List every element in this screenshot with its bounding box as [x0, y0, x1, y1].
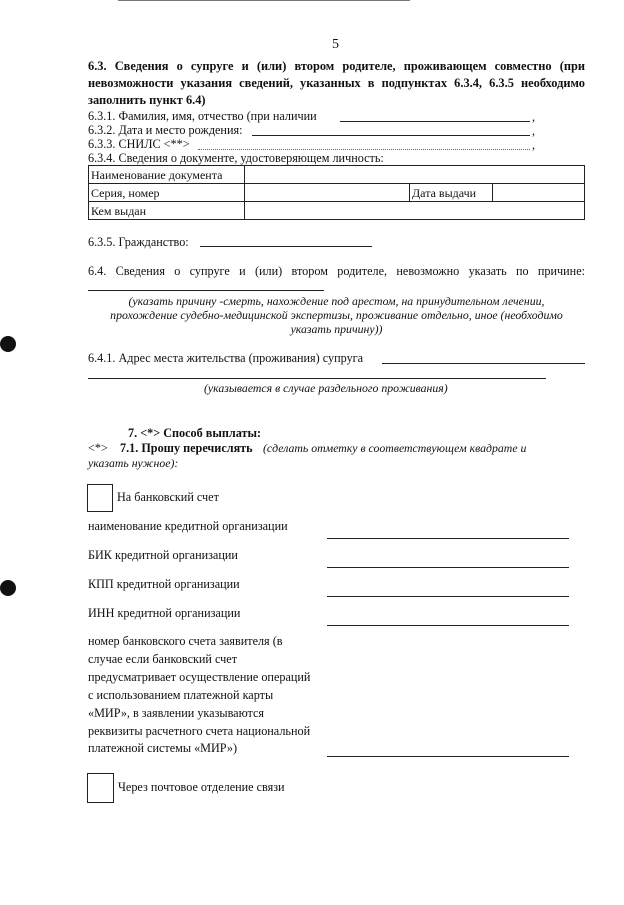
- binder-hole-bottom: [0, 580, 16, 596]
- reason-hint-line2: прохождение судебно-медицинской экспертизы, проживание отдельно, иное (необходимо: [110, 308, 563, 322]
- account-label-line7: платежной системы «МИР»): [88, 741, 238, 755]
- birth-label: 6.3.2. Дата и место рождения:: [88, 123, 243, 137]
- section-6-4-title: 6.4. Сведения о супруге и (или) втором родителе, невозможно указать по причине:: [88, 264, 585, 278]
- fio-input-line[interactable]: [340, 121, 530, 122]
- citizenship-label: 6.3.5. Гражданство:: [88, 235, 189, 249]
- section-6-3-title-line3: заполнить пункт 6.4): [88, 93, 206, 107]
- birth-input-line[interactable]: [252, 135, 530, 136]
- citizenship-input-line[interactable]: [200, 246, 372, 247]
- section-7-1-request: 7.1. Прошу перечислять: [120, 441, 253, 455]
- issue-date-cell[interactable]: [493, 184, 585, 202]
- section-6-3-title-line2: невозможности указания сведений, указанных в подпунктах 6.3.4, 6.3.5 необходимо: [88, 76, 585, 90]
- reason-input-line[interactable]: [88, 290, 324, 291]
- snils-input-line[interactable]: [198, 149, 530, 150]
- page-number: 5: [332, 37, 339, 52]
- kpp-input-line[interactable]: [327, 596, 569, 597]
- section-7-1-hint-line2: указать нужное):: [88, 456, 179, 470]
- account-label-line3: предусматривает осуществление операций: [88, 670, 311, 684]
- issued-by-cell[interactable]: [245, 202, 585, 220]
- reason-hint-line3: указать причину)): [290, 322, 383, 336]
- account-input-line[interactable]: [327, 756, 569, 757]
- section-7-1-hint-line1: (сделать отметку в соответствующем квадрате и: [263, 441, 527, 455]
- birth-comma: ,: [532, 124, 536, 138]
- address-input-line2[interactable]: [88, 378, 546, 379]
- binder-hole-top: [0, 336, 16, 352]
- id-doc-label: 6.3.4. Сведения о документе, удостоверяющем личность:: [88, 151, 384, 165]
- address-hint: (указывается в случае раздельного проживания): [204, 381, 448, 395]
- series-number-cell[interactable]: [245, 184, 410, 202]
- fio-comma: ,: [532, 110, 536, 124]
- section-7-1-marker: <*>: [88, 441, 108, 455]
- id-document-table: [88, 165, 585, 220]
- issued-by-label: Кем выдан: [89, 202, 245, 220]
- reason-hint-line1: (указать причину -смерть, нахождение под арестом, на принудительном лечении,: [128, 294, 545, 308]
- inn-label: ИНН кредитной организации: [88, 606, 241, 620]
- section-6-3-title-line1: 6.3. Сведения о супруге и (или) втором родителе, проживающем совместно (при: [88, 59, 585, 73]
- account-label-line4: с использованием платежной карты: [88, 688, 274, 702]
- kpp-label: КПП кредитной организации: [88, 577, 240, 591]
- bank-account-checkbox[interactable]: [87, 484, 113, 512]
- account-label-line5: «МИР», в заявлении указываются: [88, 706, 265, 720]
- doc-name-cell[interactable]: [245, 166, 585, 184]
- snils-comma: ,: [532, 138, 536, 152]
- fio-label: 6.3.1. Фамилия, имя, отчество (при наличии: [88, 109, 317, 123]
- account-label-line2: случае если банковский счет: [88, 652, 238, 666]
- account-label-line6: реквизиты расчетного счета национальной: [88, 724, 311, 738]
- top-edge-line: [118, 0, 410, 1]
- inn-input-line[interactable]: [327, 625, 569, 626]
- credit-org-name-label: наименование кредитной организации: [88, 519, 288, 533]
- issue-date-label: Дата выдачи: [410, 184, 493, 202]
- address-input-line1[interactable]: [382, 363, 585, 364]
- bik-input-line[interactable]: [327, 567, 569, 568]
- snils-label: 6.3.3. СНИЛС <**>: [88, 137, 190, 151]
- doc-name-label: Наименование документа: [89, 166, 245, 184]
- bik-label: БИК кредитной организации: [88, 548, 238, 562]
- credit-org-name-input-line[interactable]: [327, 538, 569, 539]
- section-7-title: 7. <*> Способ выплаты:: [128, 426, 262, 440]
- bank-account-label: На банковский счет: [117, 490, 219, 504]
- series-number-label: Серия, номер: [89, 184, 245, 202]
- post-office-checkbox[interactable]: [87, 773, 114, 803]
- address-label: 6.4.1. Адрес места жительства (проживания) супруга: [88, 351, 364, 365]
- account-label-line1: номер банковского счета заявителя (в: [88, 634, 283, 648]
- post-office-label: Через почтовое отделение связи: [118, 780, 285, 794]
